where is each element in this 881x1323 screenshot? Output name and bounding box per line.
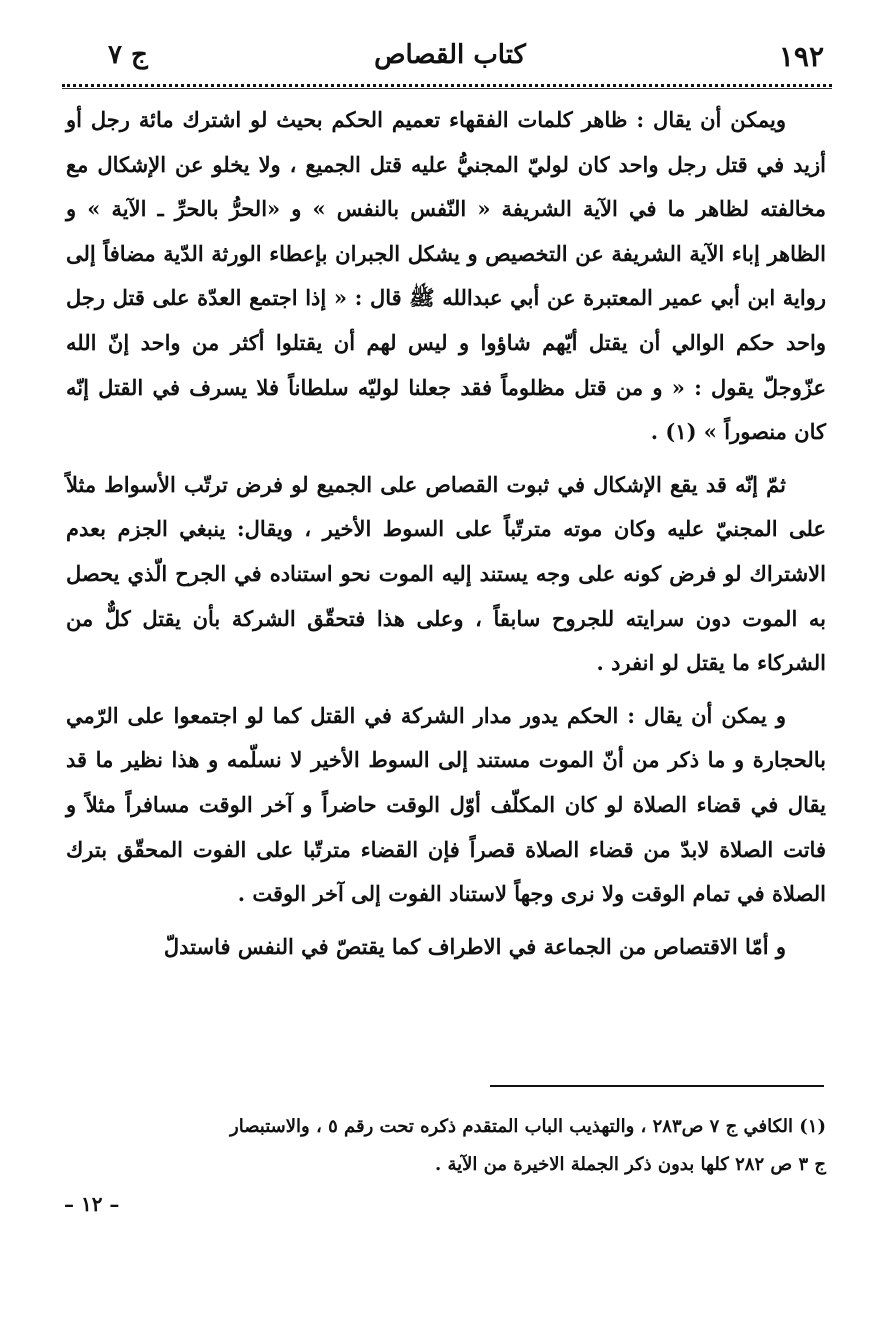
footnote-divider — [490, 1085, 824, 1087]
footnote-line: ج ٣ ص ٢٨٢ كلها بدون ذكر الجملة الاخيرة من الآية . — [434, 1154, 826, 1175]
signature-mark: – ١٢ – — [64, 1192, 120, 1216]
page-header — [70, 36, 830, 82]
volume-label: ج ٧ — [108, 40, 148, 70]
paragraph: و أمّا الاقتصاص من الجماعة في الاطراف كما يقتصّ في النفس فاستدلّ — [163, 933, 786, 959]
paragraph: و يمكن أن يقال : الحكم يدور مدار الشركة في القتل كما لو اجتمعوا على الرّمي بالحجارة و ما ذكر من أنّ الموت مستند إلى السوط الأخير لا نسلّمه و هذا نظير ما قد يقال في قضاء الصلاة لو كان المكلّف أوّل الوقت حاضراً و آخر الوقت مسافراً مثلاً و فاتت الصلاة لابدّ من قضاء الصلاة قصراً فإن القضاء مترتّبا على الفوت المحقّق بترك الصلاة في تمام الوقت ولا نرى وجهاً لاستناد الفوت إلى آخر الوقت . — [66, 702, 826, 907]
footnote-line: (١) الكافي ج ٧ ص٢٨٣ ، والتهذيب الباب المتقدم ذكره تحت رقم ٥ ، والاستبصار — [230, 1116, 826, 1137]
page-number: ١٩٢ — [778, 40, 824, 73]
paragraph: ويمكن أن يقال : ظاهر كلمات الفقهاء تعميم الحكم بحيث لو اشترك مائة رجل أو أزيد في قتل رجل واحد كان لوليّ المجنيُّ عليه قتل الجميع ، ولا يخلو عن الإشكال مع مخالفته لظاهر ما في الآية الشريفة « النّفس بالنفس » و «الحرُّ بالحرِّ ـ الآية » و الظاهر إباء الآية الشريفة عن التخصيص و يشكل الجبران بإعطاء الورثة الدّية مضافاً إلى رواية ابن أبي عمير المعتبرة عن أبي عبدالله ﷺ قال : « إذا اجتمع العدّة على قتل رجل واحد حكم الوالي أن يقتل أيّهم شاؤوا و ليس لهم أن يقتلوا أكثر من واحد إنّ الله عزّوجلّ يقول : « و من قتل مظلوماً فقد جعلنا لوليّه سلطاناً فلا يسرف في القتل إنّه كان منصوراً » (١) . — [66, 107, 826, 445]
footnote — [66, 1108, 826, 1184]
paragraph: ثمّ إنّه قد يقع الإشكال في ثبوت القصاص على الجميع لو فرض ترتّب الأسواط مثلاً على المجنيّ عليه وكان موته مترتّباً على السوط الأخير ، ويقال: ينبغي الجزم بعدم الاشتراك لو فرض كونه على وجه يستند إليه الموت نحو استناده في الجرح الّذي يحصل به الموت دون سرايته للجروح سابقاً ، وعلى هذا فتحقّق الشركة بأن يقتل كلٌّ من الشركاء ما يقتل لو انفرد . — [66, 471, 826, 676]
main-text — [66, 98, 826, 977]
header-divider-line — [62, 88, 832, 89]
book-title: كتاب القصاص — [374, 40, 526, 70]
header-divider — [62, 84, 832, 87]
